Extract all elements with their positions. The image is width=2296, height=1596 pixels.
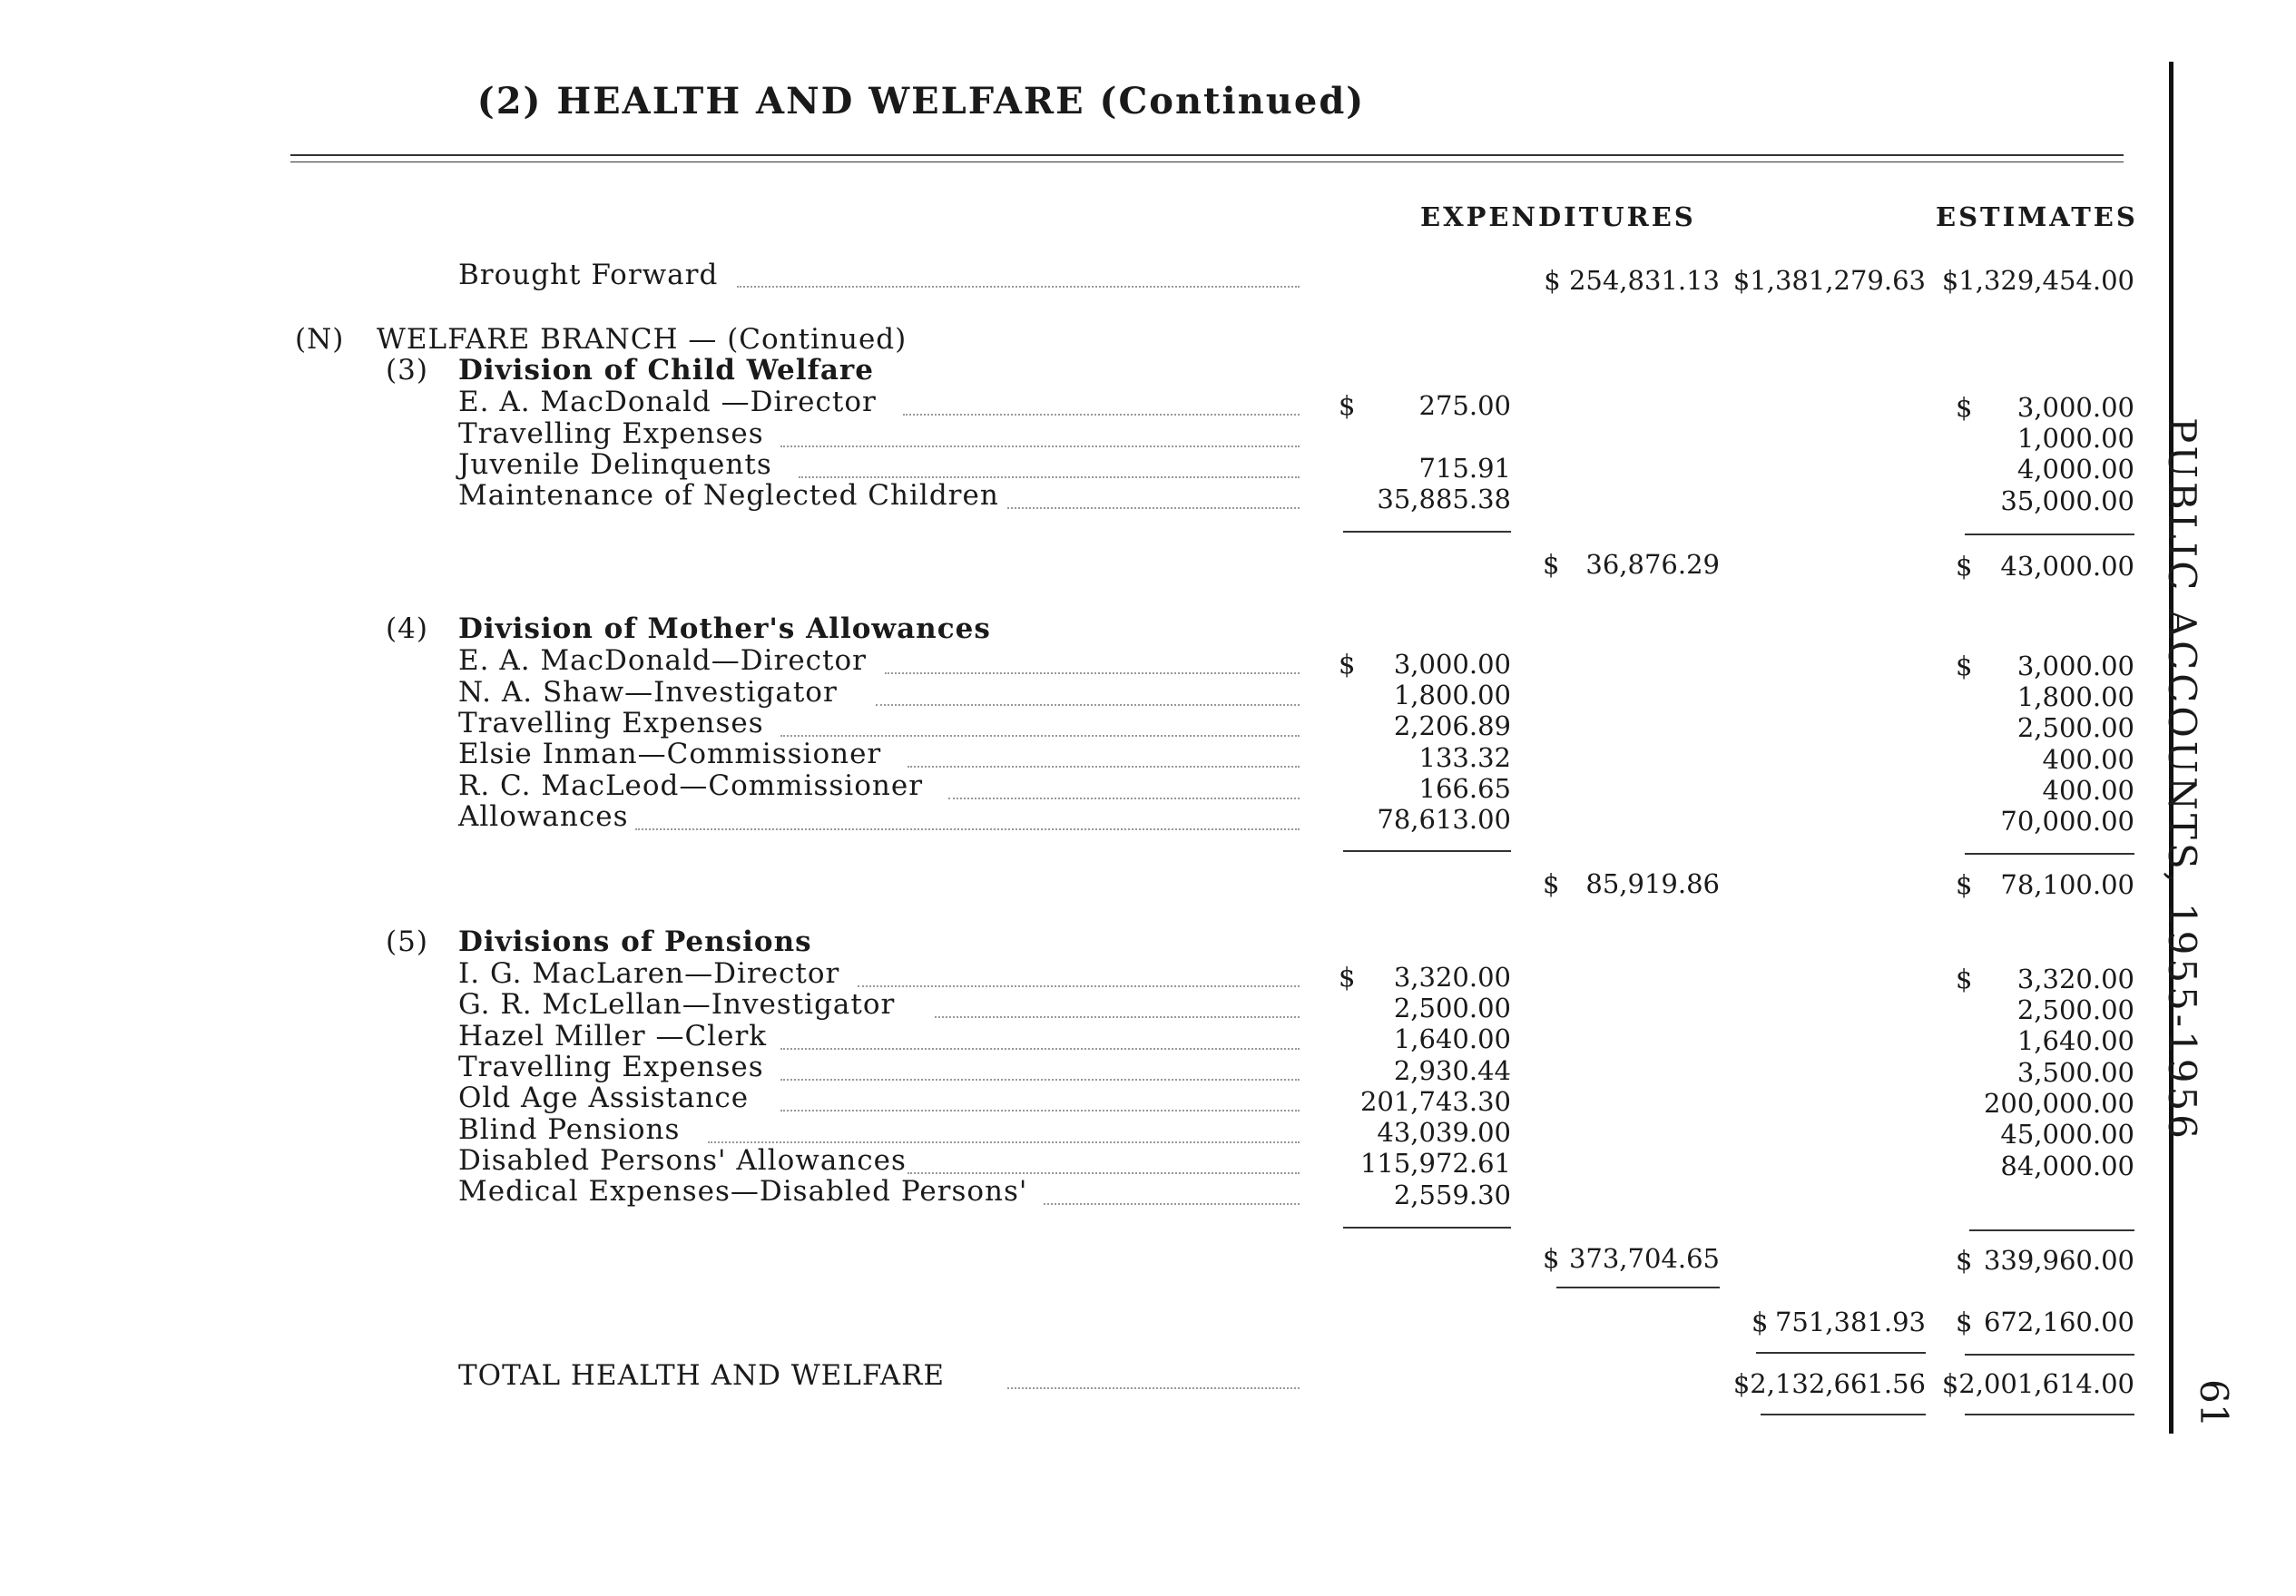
line-item-label: N. A. Shaw—Investigator [458, 676, 838, 709]
total-rule [1965, 1354, 2134, 1356]
dot-leader [780, 1079, 1300, 1081]
expenditure-value: 166.65 [1418, 773, 1511, 804]
expenditure-value: 3,320.00 [1393, 962, 1511, 993]
estimate-value: 1,640.00 [2016, 1025, 2134, 1056]
line-item-label: Old Age Assistance [458, 1082, 750, 1114]
line-item-label: Hazel Miller —Clerk [458, 1020, 768, 1053]
estimate-value: 70,000.00 [2000, 806, 2134, 837]
dot-leader [908, 1172, 1300, 1174]
division-number: (4) [386, 612, 428, 645]
header-expenditures: EXPENDITURES [1420, 201, 1696, 232]
estimate-value: 3,500.00 [2016, 1057, 2134, 1088]
subtotal-rule [1343, 531, 1511, 533]
branch-title: WELFARE BRANCH — (Continued) [377, 323, 908, 356]
expenditure-value: 201,743.30 [1359, 1086, 1511, 1117]
dollar-sign: $ [1956, 1245, 1973, 1276]
estimate-value: 2,500.00 [2016, 994, 2134, 1025]
line-item-label: Juvenile Delinquents [458, 448, 772, 481]
estimate-value: 4,000.00 [2016, 454, 2134, 485]
line-item-label: Travelling Expenses [458, 707, 764, 739]
dot-leader [780, 446, 1300, 447]
header-estimates: ESTIMATES [1936, 201, 2138, 232]
dollar-sign: $ [1956, 551, 1973, 582]
line-item-label: Blind Pensions [458, 1113, 681, 1146]
title-rule [290, 154, 2124, 156]
line-item-label: E. A. MacDonald —Director [458, 386, 877, 418]
branch-prefix: (N) [295, 323, 345, 356]
line-item-label: Allowances [458, 800, 629, 833]
line-item-label: I. G. MacLaren—Director [458, 957, 840, 990]
estimate-value: 2,500.00 [2016, 712, 2134, 743]
grand-total-estimate: $2,001,614.00 [1941, 1368, 2134, 1399]
expenditure-value: 35,885.38 [1377, 484, 1511, 514]
branch-total-estimate: 672,160.00 [1983, 1307, 2134, 1337]
estimate-value: 3,320.00 [2016, 964, 2134, 994]
line-item-label: Travelling Expenses [458, 1051, 764, 1083]
line-item-label: E. A. MacDonald—Director [458, 644, 867, 677]
dollar-sign: $ [1956, 651, 1973, 681]
estimate-value: 84,000.00 [2000, 1150, 2134, 1181]
subtotal-rule [1969, 1229, 2134, 1231]
brought-forward-c2: $ 254,831.13 [1544, 265, 1720, 296]
line-item-label: Travelling Expenses [458, 417, 764, 450]
expenditure-value: 715.91 [1418, 453, 1511, 484]
page-number: 61 [2192, 1379, 2236, 1428]
line-item-label: Maintenance of Neglected Children [458, 479, 999, 512]
estimate-value: 3,000.00 [2016, 651, 2134, 681]
dollar-sign: $ [1956, 964, 1973, 994]
dollar-sign: $ [1956, 392, 1973, 423]
expenditure-value: 2,559.30 [1393, 1180, 1511, 1210]
subtotal-estimate: 78,100.00 [2000, 869, 2134, 900]
division-title: Division of Mother's Allowances [458, 612, 991, 645]
line-item-label: G. R. McLellan—Investigator [458, 988, 896, 1021]
line-item-label: Medical Expenses—Disabled Persons' [458, 1175, 1028, 1208]
expenditure-value: 43,039.00 [1377, 1117, 1511, 1148]
dollar-sign: $ [1339, 390, 1356, 421]
dot-leader [948, 798, 1300, 799]
division-number: (5) [386, 925, 428, 958]
subtotal-rule [1556, 1287, 1720, 1288]
dollar-sign: $ [1543, 1243, 1560, 1274]
dot-leader [1007, 1387, 1300, 1389]
dollar-sign: $ [1543, 549, 1560, 580]
grand-total-expenditure: $2,132,661.56 [1732, 1368, 1926, 1399]
subtotal-expenditure: 373,704.65 [1568, 1243, 1720, 1274]
brought-forward-label: Brought Forward [458, 259, 719, 291]
expenditure-value: 133.32 [1418, 742, 1511, 773]
double-rule [1761, 1414, 1926, 1415]
double-rule [1965, 1414, 2134, 1415]
dollar-sign: $ [1339, 962, 1356, 993]
division-title: Division of Child Welfare [458, 354, 874, 387]
subtotal-rule [1343, 1227, 1511, 1229]
subtotal-expenditure: 85,919.86 [1585, 868, 1720, 899]
dollar-sign: $ [1751, 1307, 1769, 1337]
division-title: Divisions of Pensions [458, 925, 812, 958]
estimate-value: 400.00 [2042, 744, 2134, 775]
dot-leader [708, 1141, 1300, 1143]
page-title: (2) HEALTH AND WELFARE (Continued) [476, 80, 1366, 122]
dot-leader [799, 476, 1300, 478]
expenditure-value: 1,640.00 [1393, 1023, 1511, 1054]
dot-leader [1007, 507, 1300, 509]
expenditure-value: 3,000.00 [1393, 649, 1511, 680]
subtotal-expenditure: 36,876.29 [1585, 549, 1720, 580]
expenditure-value: 2,206.89 [1393, 710, 1511, 741]
dot-leader [635, 828, 1300, 830]
expenditure-value: 2,930.44 [1393, 1055, 1511, 1086]
dot-leader [737, 286, 1300, 288]
side-running-head-text: PUBLIC ACCOUNTS, 1955-1956 [2160, 417, 2204, 1142]
dot-leader [780, 1048, 1300, 1050]
total-rule [1756, 1352, 1926, 1354]
subtotal-rule [1965, 853, 2134, 855]
expenditure-value: 2,500.00 [1393, 993, 1511, 1023]
dollar-sign: $ [1956, 1307, 1973, 1337]
dot-leader [876, 704, 1300, 706]
branch-total-expenditure: 751,381.93 [1774, 1307, 1926, 1337]
line-item-label: R. C. MacLeod—Commissioner [458, 769, 924, 802]
subtotal-rule [1343, 850, 1511, 852]
estimate-value: 3,000.00 [2016, 392, 2134, 423]
dot-leader [1044, 1203, 1300, 1205]
estimate-value: 45,000.00 [2000, 1119, 2134, 1150]
expenditure-value: 115,972.61 [1359, 1148, 1511, 1179]
line-item-label: Elsie Inman—Commissioner [458, 738, 882, 770]
estimate-value: 200,000.00 [1983, 1088, 2134, 1119]
dot-leader [903, 414, 1300, 416]
dollar-sign: $ [1543, 868, 1560, 899]
dot-leader [908, 766, 1300, 768]
dot-leader [780, 735, 1300, 737]
dot-leader [935, 1016, 1300, 1018]
grand-total-label: TOTAL HEALTH AND WELFARE [458, 1359, 946, 1392]
dot-leader [858, 985, 1300, 987]
estimate-value: 1,000.00 [2016, 423, 2134, 454]
division-number: (3) [386, 354, 428, 387]
expenditure-value: 1,800.00 [1393, 680, 1511, 710]
estimate-value: 400.00 [2042, 775, 2134, 806]
estimate-value: 1,800.00 [2016, 681, 2134, 712]
estimate-value: 35,000.00 [2000, 485, 2134, 516]
line-item-label: Disabled Persons' Allowances [458, 1144, 907, 1177]
brought-forward-c3: $1,381,279.63 [1732, 265, 1926, 296]
dot-leader [885, 672, 1300, 674]
dollar-sign: $ [1956, 869, 1973, 900]
expenditure-value: 275.00 [1418, 390, 1511, 421]
brought-forward-c4: $1,329,454.00 [1941, 265, 2134, 296]
expenditure-value: 78,613.00 [1377, 804, 1511, 835]
subtotal-rule [1965, 534, 2134, 535]
dot-leader [780, 1110, 1300, 1111]
subtotal-estimate: 43,000.00 [2000, 551, 2134, 582]
subtotal-estimate: 339,960.00 [1983, 1245, 2134, 1276]
dollar-sign: $ [1339, 649, 1356, 680]
side-running-head [2160, 417, 2269, 1143]
